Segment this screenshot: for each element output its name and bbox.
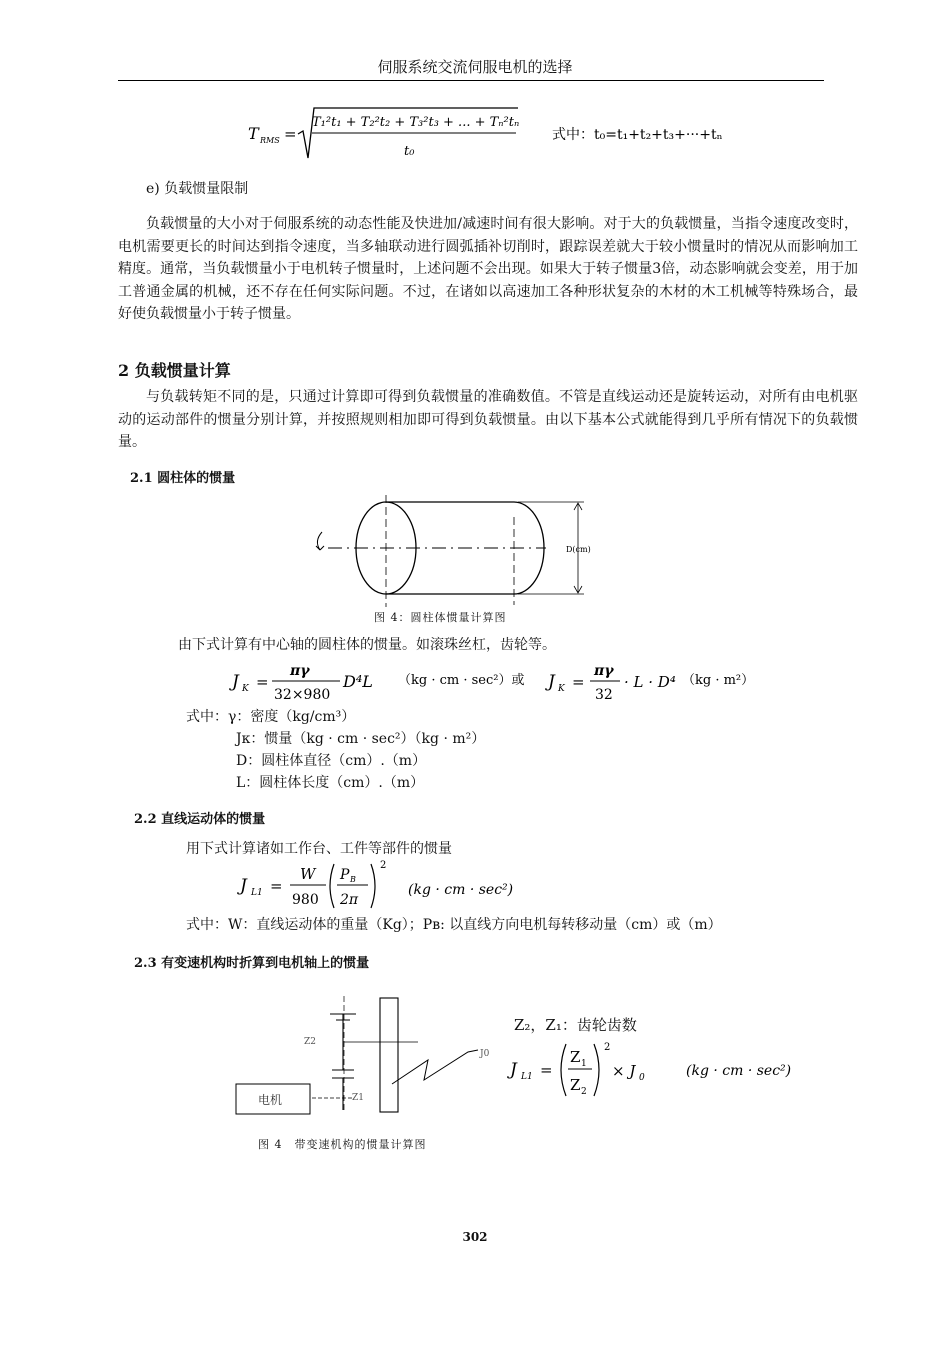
trms-lhs: T — [248, 124, 259, 143]
svg-text:Z: Z — [570, 1048, 581, 1066]
jk2-unit: （kg · m²） — [682, 673, 755, 688]
j0-label: J0 — [480, 1049, 490, 1059]
svg-text:B: B — [350, 875, 356, 884]
header-rule — [118, 80, 824, 81]
trms-formula — [240, 102, 760, 168]
rotation-arrow — [317, 532, 322, 550]
svg-text:2π: 2π — [340, 892, 359, 908]
jk-unit: （kg · cm · sec²）或 — [398, 673, 525, 688]
jk2-numerator: πγ — [594, 663, 614, 679]
svg-text:(kg · cm · sec²): (kg · cm · sec²) — [408, 882, 514, 898]
jk2-denominator: 32 — [595, 687, 613, 703]
svg-text:× J: × J — [612, 1062, 636, 1080]
svg-text:=: = — [270, 877, 283, 895]
svg-text:2: 2 — [581, 1087, 587, 1097]
diameter-label: D(cm) — [566, 545, 591, 554]
section-2-paragraph: 与负载转矩不同的是，只通过计算即可得到负载惯量的准确数值。不管是直线运动还是旋转运动，对所有由电机驱动的运动部件的惯量分别计算，并按照规则相加即可得到负载惯量。由以下基本公式就能得到几乎所有情况下的负载惯量。 — [118, 389, 858, 450]
where-line-1: 式中：γ：密度（kg/cm³） — [186, 709, 356, 725]
svg-text:=: = — [572, 673, 585, 691]
gear-train-diagram — [230, 992, 500, 1122]
svg-text:(kg · cm · sec²): (kg · cm · sec²) — [686, 1063, 792, 1079]
svg-text:J: J — [240, 876, 247, 896]
jk-denominator: 32×980 — [274, 687, 331, 703]
svg-text:0: 0 — [639, 1073, 645, 1083]
jk2-lhs-sub: K — [558, 684, 565, 694]
svg-text:=: = — [256, 673, 269, 691]
cylinder-inertia-formulas — [228, 656, 788, 706]
section-2-3-heading: 2.3 有变速机构时折算到电机轴上的惯量 — [134, 956, 370, 971]
gear-teeth-legend: Z₂，Z₁：齿轮齿数 — [514, 1016, 637, 1034]
jk2-tail: · L · D⁴ — [624, 673, 676, 691]
section-2-2-heading: 2.2 直线运动体的惯量 — [134, 812, 266, 827]
jk-lhs-sub: K — [242, 684, 249, 694]
svg-text:2: 2 — [604, 1042, 611, 1053]
where-line-2: Jᴋ：惯量（kg · cm · sec²）（kg · m²） — [236, 731, 486, 747]
svg-text:L1: L1 — [521, 1072, 533, 1082]
figure-4-caption: 图 4：圆柱体惯量计算图 — [374, 611, 507, 624]
running-header: 伺服系统交流伺服电机的选择 — [377, 58, 573, 76]
section-2-2-where: 式中：W：直线运动体的重量（Kg）；Pʙ: 以直线方向电机每转移动量（cm）或（m） — [186, 917, 722, 933]
section-e-heading: e) 负载惯量限制 — [146, 181, 249, 197]
z1-label: Z1 — [352, 1093, 364, 1103]
figure-4-gear-caption: 图 4 带变速机构的惯量计算图 — [258, 1138, 427, 1151]
jk-numerator: πγ — [290, 663, 310, 679]
load-gear-z2 — [380, 998, 398, 1112]
trms-denominator: t₀ — [404, 144, 415, 159]
motor-label: 电机 — [258, 1093, 283, 1107]
svg-text:J: J — [510, 1060, 517, 1080]
section-2-1-heading: 2.1 圆柱体的惯量 — [130, 471, 236, 486]
svg-text:1: 1 — [581, 1059, 587, 1069]
trms-lhs-sub: RMS — [260, 136, 280, 145]
z2-label: Z2 — [304, 1037, 316, 1047]
section-2-1-intro: 由下式计算有中心轴的圆柱体的惯量。如滚珠丝杠，齿轮等。 — [178, 637, 556, 653]
gear-inertia-formula — [506, 1036, 826, 1102]
svg-text:=: = — [540, 1061, 553, 1079]
page-number: 302 — [462, 1230, 488, 1244]
linear-inertia-formula — [236, 858, 556, 914]
jk-tail: D⁴L — [343, 672, 373, 691]
svg-text:2: 2 — [380, 860, 387, 871]
svg-text:980: 980 — [292, 892, 319, 908]
svg-text:W: W — [300, 865, 316, 883]
section-2-heading: 2 负载惯量计算 — [118, 361, 231, 380]
section-2-2-intro: 用下式计算诸如工作台、工件等部件的惯量 — [186, 841, 452, 857]
jk-lhs: J — [232, 672, 239, 692]
cylinder-diagram — [300, 495, 620, 610]
trms-where: 式中：t₀=t₁+t₂+t₃+···+tₙ — [552, 127, 723, 143]
equals-sign: = — [284, 125, 297, 143]
where-line-3: D：圆柱体直径（cm）.（m） — [236, 753, 427, 769]
svg-text:L1: L1 — [251, 888, 263, 898]
svg-text:P: P — [340, 867, 350, 883]
svg-text:Z: Z — [570, 1076, 581, 1094]
trms-numerator: T₁²t₁ + T₂²t₂ + T₃²t₃ + ... + Tₙ²tₙ — [312, 115, 520, 130]
jk2-lhs: J — [548, 672, 555, 692]
where-line-4: L：圆柱体长度（cm）.（m） — [236, 775, 425, 791]
section-e-paragraph: 负载惯量的大小对于伺服系统的动态性能及快进加/减速时间有很大影响。对于大的负载惯量，当指令速度改变时，电机需要更长的时间达到指令速度，当多轴联动进行圆弧插补切削时，跟踪误差就大于较小惯量时的情况从而影响加工精度。通常，当负载惯量小于电机转子惯量时，上述问题不会出现。如果大于转子惯量3倍，动态影响就会变差，用于加工普通金属的机械，还不存在任何实际问题。不过，在诸如以高速加工各种形状复杂的木材的木工机械等特殊场合，最好使负载惯量小于转子惯量。 — [118, 216, 858, 322]
j0-leader — [392, 1050, 478, 1084]
